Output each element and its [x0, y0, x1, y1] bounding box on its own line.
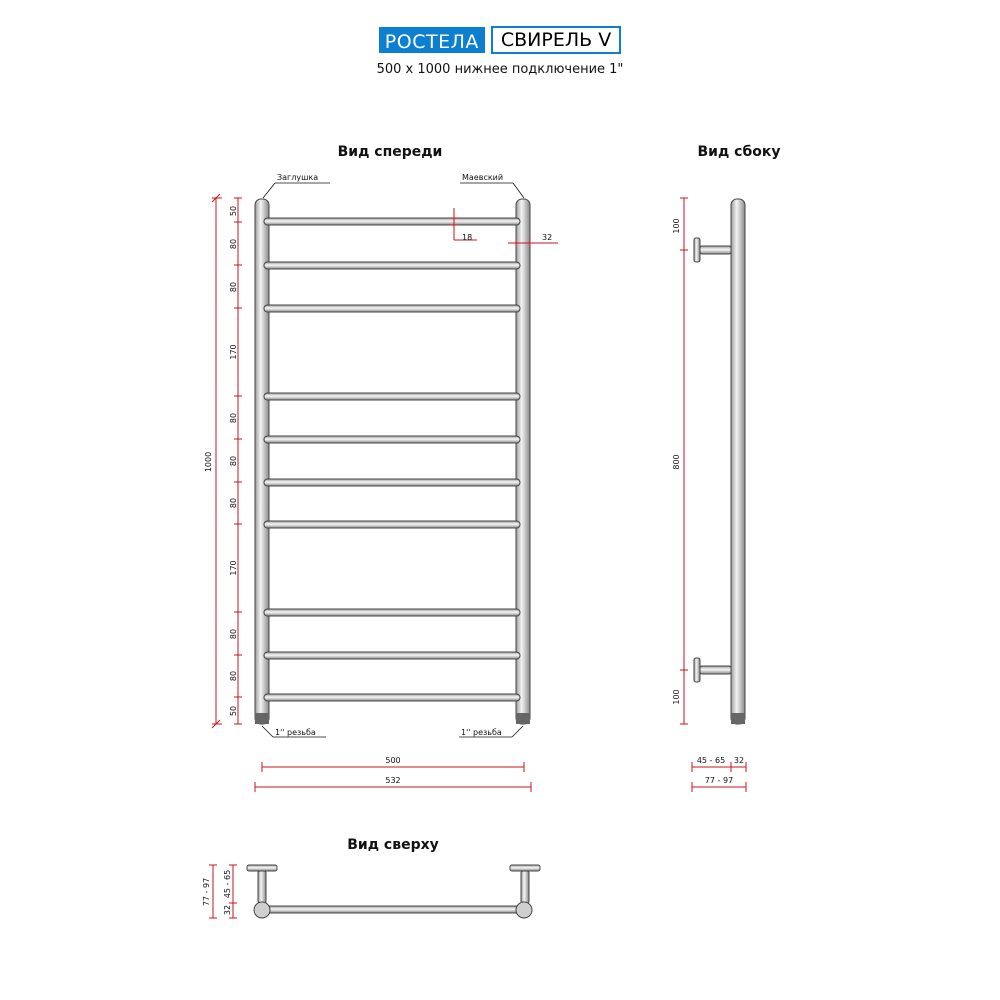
total-height-dim: [212, 194, 222, 728]
plug-label: Заглушка: [277, 173, 319, 182]
dim-width-inner: 500: [385, 756, 401, 765]
dim-side-top: 100: [672, 218, 681, 234]
dim-segment: 80: [229, 455, 238, 467]
thread-label-left: 1'' резьба: [275, 728, 316, 737]
dim-side-offset: 45 - 65: [696, 756, 726, 765]
right-thread: [516, 713, 530, 724]
side-height-dims: [680, 198, 688, 724]
dim-total-height: 1000: [204, 451, 213, 473]
rungs: [264, 218, 520, 701]
top-view-title: Вид сверху: [347, 837, 439, 853]
brand-label: РОСТЕЛА: [379, 27, 485, 53]
top-rung: [262, 906, 524, 913]
dim-segment: 80: [229, 238, 238, 250]
dim-segment: 50: [229, 705, 238, 717]
dim-segment: 80: [229, 670, 238, 682]
side-thread: [731, 713, 745, 724]
top-bracket-left: [247, 865, 277, 903]
top-bracket-right: [510, 865, 540, 903]
dim-segment: 80: [229, 281, 238, 293]
dim-top-offset: 45 - 65: [223, 869, 232, 899]
dim-rung: 18: [462, 233, 473, 242]
dim-segment: 80: [229, 412, 238, 424]
dim-side-middle: 800: [672, 454, 681, 470]
top-pipe-right: [516, 902, 532, 918]
dim-segment: 80: [229, 628, 238, 640]
rung: [264, 436, 520, 443]
valve-label: Маевский: [462, 173, 504, 182]
dim-side-pipe: 32: [733, 756, 745, 765]
rung: [264, 609, 520, 616]
dim-top-pipe: 32: [223, 904, 232, 916]
side-view-title: Вид сбоку: [697, 144, 781, 160]
rung: [264, 694, 520, 701]
model-label: СВИРЕЛЬ V: [491, 26, 621, 54]
dim-width-outer: 532: [385, 776, 401, 785]
segment-dim-labels: [229, 206, 238, 716]
left-thread: [255, 713, 269, 724]
dim-segment: 50: [229, 205, 238, 217]
rung: [264, 218, 520, 225]
top-pipe-left: [254, 902, 270, 918]
dim-segment: 80: [229, 497, 238, 509]
rung: [264, 262, 520, 269]
subtitle: 500 x 1000 нижнее подключение 1": [376, 62, 624, 77]
dim-pipe: 32: [542, 233, 553, 242]
side-pipe: [731, 199, 745, 724]
rung: [264, 479, 520, 486]
rung: [264, 652, 520, 659]
side-bracket-top: [694, 238, 731, 262]
side-bracket-bottom: [694, 658, 731, 682]
rung: [264, 305, 520, 312]
thread-label-right: 1'' резьба: [461, 728, 502, 737]
left-pipe: [255, 199, 269, 724]
dim-side-bottom: 100: [672, 689, 681, 705]
rung: [264, 393, 520, 400]
right-pipe: [516, 199, 530, 724]
front-view-title: Вид спереди: [337, 144, 443, 160]
dim-side-depth: 77 - 97: [704, 776, 734, 785]
dim-segment: 170: [229, 560, 238, 576]
dim-top-depth: 77 - 97: [202, 877, 211, 907]
rung: [264, 521, 520, 528]
dim-segment: 170: [229, 344, 238, 360]
